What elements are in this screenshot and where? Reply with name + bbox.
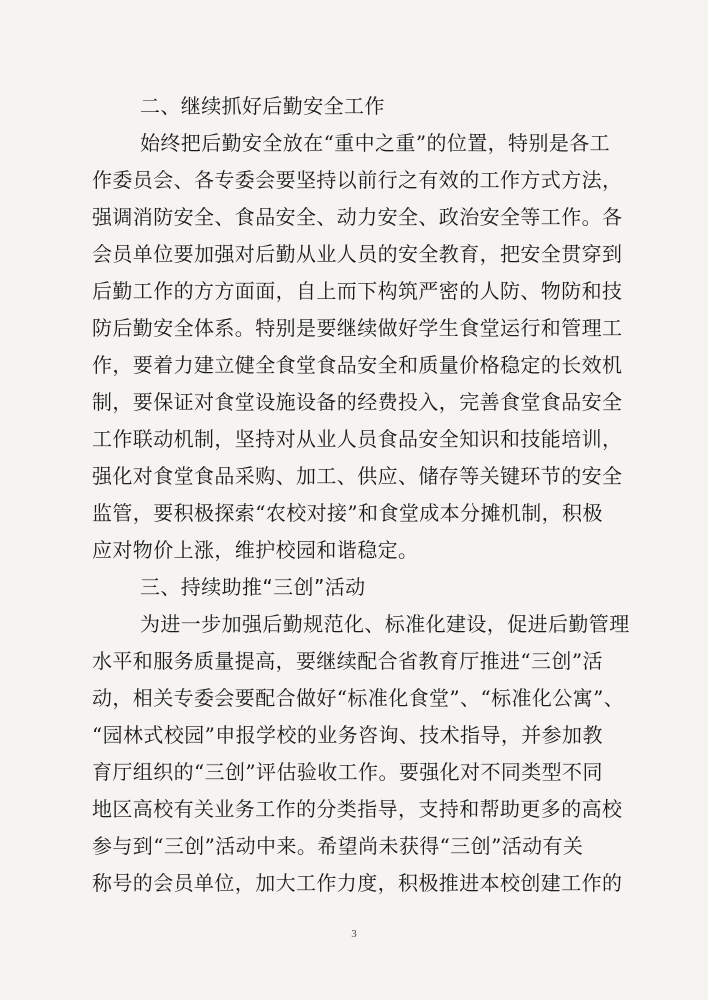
paragraph-line: 动，相关专委会要配合做好“标准化食堂”、“标准化公寓”、 [92,686,625,710]
paragraph-line: 工作联动机制，坚持对从业人员食品安全知识和技能培训， [92,427,623,451]
paragraph-line: 强调消防安全、食品安全、动力安全、政治安全等工作。各 [92,205,623,229]
paragraph-line: 后勤工作的方方面面，自上而下构筑严密的人防、物防和技 [92,279,623,303]
paragraph-line: 水平和服务质量提高，要继续配合省教育厅推进“三创”活 [92,649,603,673]
paragraph-line: 始终把后勤安全放在“重中之重”的位置，特别是各工 [140,131,611,155]
page-number: 3 [351,928,357,940]
paragraph-line: 应对物价上涨，维护校园和谐稳定。 [92,538,419,562]
paragraph-line: 参与到“三创”活动中来。希望尚未获得“三创”活动有关 [92,834,584,858]
section-heading-3: 三、持续助推“三创”活动 [140,575,366,599]
paragraph-line: 地区高校有关业务工作的分类指导，支持和帮助更多的高校 [92,797,623,821]
paragraph-line: 作委员会、各专委会要坚持以前行之有效的工作方式方法， [92,168,623,192]
paragraph-line: “园林式校园”申报学校的业务咨询、技术指导，并参加教 [92,723,603,747]
document-body [92,88,630,902]
paragraph-line: 育厅组织的“三创”评估验收工作。要强化对不同类型不同 [92,760,603,784]
paragraph-line: 称号的会员单位，加大工作力度，积极推进本校创建工作的 [92,871,623,895]
section-heading-2: 二、继续抓好后勤安全工作 [140,94,385,118]
paragraph-line: 为进一步加强后勤规范化、标准化建设，促进后勤管理 [140,612,630,636]
paragraph-line: 监管，要积极探索“农校对接”和食堂成本分摊机制，积极 [92,501,603,525]
paragraph-line: 强化对食堂食品采购、加工、供应、储存等关键环节的安全 [92,464,623,488]
paragraph-line: 会员单位要加强对后勤从业人员的安全教育，把安全贯穿到 [92,242,623,266]
paragraph-line: 作，要着力建立健全食堂食品安全和质量价格稳定的长效机 [92,353,623,377]
paragraph-line: 制，要保证对食堂设施设备的经费投入，完善食堂食品安全 [92,390,623,414]
paragraph-line: 防后勤安全体系。特别是要继续做好学生食堂运行和管理工 [92,316,623,340]
